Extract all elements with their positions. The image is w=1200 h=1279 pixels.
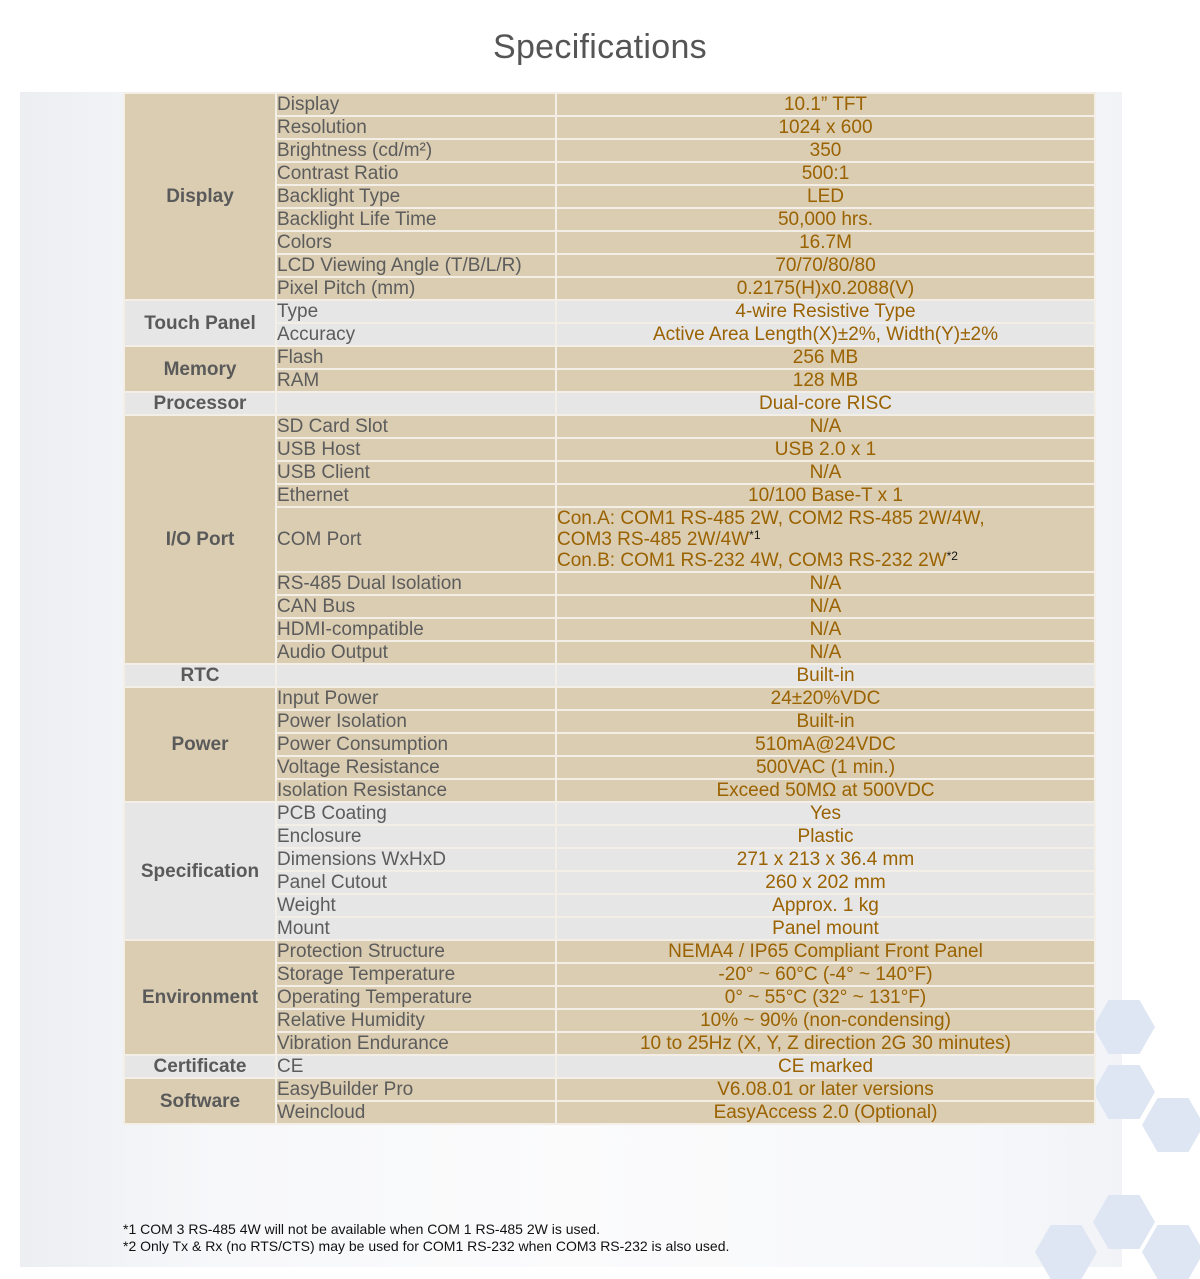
spec-row: [124, 346, 1095, 369]
parameter-value: 10.1” TFT: [556, 93, 1095, 116]
parameter-value: NEMA4 / IP65 Compliant Front Panel: [556, 940, 1095, 963]
parameter-value: 70/70/80/80: [556, 254, 1095, 277]
parameter-value: Active Area Length(X)±2%, Width(Y)±2%: [556, 323, 1095, 346]
parameter-label: CAN Bus: [276, 595, 556, 618]
category-label: Memory: [124, 346, 276, 392]
category-label: Power: [124, 687, 276, 802]
com-port-line: [557, 529, 1094, 550]
parameter-label: USB Client: [276, 461, 556, 484]
category-label: Specification: [124, 802, 276, 940]
parameter-label: RAM: [276, 369, 556, 392]
parameter-label: Input Power: [276, 687, 556, 710]
parameter-label: Backlight Type: [276, 185, 556, 208]
parameter-value: Approx. 1 kg: [556, 894, 1095, 917]
parameter-label: Isolation Resistance: [276, 779, 556, 802]
parameter-value: N/A: [556, 595, 1095, 618]
parameter-label: Dimensions WxHxD: [276, 848, 556, 871]
spec-table: [123, 92, 1096, 1125]
category-label: Processor: [124, 392, 276, 415]
parameter-label: Display: [276, 93, 556, 116]
category-label: Touch Panel: [124, 300, 276, 346]
spec-row: [124, 664, 1095, 687]
parameter-value: V6.08.01 or later versions: [556, 1078, 1095, 1101]
com-port-line: [557, 550, 1094, 571]
parameter-label: CE: [276, 1055, 556, 1078]
com-port-line-text: COM3 RS-485 2W/4W: [557, 529, 750, 550]
parameter-label: Colors: [276, 231, 556, 254]
category-label: I/O Port: [124, 415, 276, 664]
parameter-label: Backlight Life Time: [276, 208, 556, 231]
footnote-marker: *2: [946, 549, 958, 563]
parameter-value: 1024 x 600: [556, 116, 1095, 139]
parameter-value: 4-wire Resistive Type: [556, 300, 1095, 323]
category-label: Environment: [124, 940, 276, 1055]
category-label: Display: [124, 93, 276, 300]
parameter-value: N/A: [556, 618, 1095, 641]
footnotes: [123, 1221, 729, 1255]
parameter-value: Yes: [556, 802, 1095, 825]
parameter-value: 271 x 213 x 36.4 mm: [556, 848, 1095, 871]
category-label: Software: [124, 1078, 276, 1124]
parameter-label: Accuracy: [276, 323, 556, 346]
parameter-label: Brightness (cd/m²): [276, 139, 556, 162]
parameter-value: 350: [556, 139, 1095, 162]
parameter-value: 50,000 hrs.: [556, 208, 1095, 231]
spec-row: [124, 1055, 1095, 1078]
parameter-value: Dual-core RISC: [556, 392, 1095, 415]
spec-row: [124, 392, 1095, 415]
parameter-value: 128 MB: [556, 369, 1095, 392]
parameter-label: HDMI-compatible: [276, 618, 556, 641]
parameter-value: -20° ~ 60°C (-4° ~ 140°F): [556, 963, 1095, 986]
com-port-line-text: Con.B: COM1 RS-232 4W, COM3 RS-232 2W: [557, 550, 947, 571]
parameter-label: Voltage Resistance: [276, 756, 556, 779]
parameter-label: Protection Structure: [276, 940, 556, 963]
parameter-value: Plastic: [556, 825, 1095, 848]
parameter-label: COM Port: [276, 507, 556, 572]
parameter-label: Resolution: [276, 116, 556, 139]
parameter-value: N/A: [556, 641, 1095, 664]
parameter-value: USB 2.0 x 1: [556, 438, 1095, 461]
parameter-label: Power Consumption: [276, 733, 556, 756]
parameter-label: Operating Temperature: [276, 986, 556, 1009]
parameter-value: Panel mount: [556, 917, 1095, 940]
parameter-value: N/A: [556, 572, 1095, 595]
parameter-label: PCB Coating: [276, 802, 556, 825]
parameter-value: Exceed 50MΩ at 500VDC: [556, 779, 1095, 802]
parameter-value: 0° ~ 55°C (32° ~ 131°F): [556, 986, 1095, 1009]
spec-row: [124, 415, 1095, 438]
parameter-value: 500:1: [556, 162, 1095, 185]
parameter-label: Flash: [276, 346, 556, 369]
parameter-label: Weight: [276, 894, 556, 917]
parameter-value: Built-in: [556, 664, 1095, 687]
com-port-line: [557, 508, 1094, 529]
parameter-label: Pixel Pitch (mm): [276, 277, 556, 300]
category-label: Certificate: [124, 1055, 276, 1078]
parameter-label: SD Card Slot: [276, 415, 556, 438]
parameter-label: Vibration Endurance: [276, 1032, 556, 1055]
parameter-label: EasyBuilder Pro: [276, 1078, 556, 1101]
spec-row: [124, 940, 1095, 963]
footnote-marker: *1: [749, 528, 761, 542]
parameter-label: Relative Humidity: [276, 1009, 556, 1032]
hexagon-decoration: [1142, 1225, 1200, 1279]
spec-row: [124, 802, 1095, 825]
parameter-value: 0.2175(H)x0.2088(V): [556, 277, 1095, 300]
com-port-line-text: Con.A: COM1 RS-485 2W, COM2 RS-485 2W/4W,: [557, 508, 985, 529]
parameter-value: 16.7M: [556, 231, 1095, 254]
parameter-value: N/A: [556, 415, 1095, 438]
parameter-value: 256 MB: [556, 346, 1095, 369]
com-port-value: [556, 507, 1095, 572]
parameter-value: LED: [556, 185, 1095, 208]
parameter-label: USB Host: [276, 438, 556, 461]
parameter-label: Weincloud: [276, 1101, 556, 1124]
parameter-value: 10 to 25Hz (X, Y, Z direction 2G 30 minutes): [556, 1032, 1095, 1055]
parameter-value: 10/100 Base-T x 1: [556, 484, 1095, 507]
footnote-2: *2 Only Tx & Rx (no RTS/CTS) may be used for COM1 RS-232 when COM3 RS-232 is also used.: [123, 1238, 730, 1254]
spec-row: [124, 1078, 1095, 1101]
parameter-value: 10% ~ 90% (non-condensing): [556, 1009, 1095, 1032]
parameter-label: [276, 392, 556, 415]
spec-row: [124, 93, 1095, 116]
parameter-label: Mount: [276, 917, 556, 940]
footnote-1: *1 COM 3 RS-485 4W will not be available when COM 1 RS-485 2W is used.: [123, 1221, 600, 1237]
parameter-label: Panel Cutout: [276, 871, 556, 894]
spec-row: [124, 300, 1095, 323]
parameter-value: 510mA@24VDC: [556, 733, 1095, 756]
parameter-value: EasyAccess 2.0 (Optional): [556, 1101, 1095, 1124]
category-label: RTC: [124, 664, 276, 687]
spec-row: [124, 687, 1095, 710]
parameter-label: Enclosure: [276, 825, 556, 848]
parameter-label: Audio Output: [276, 641, 556, 664]
parameter-value: N/A: [556, 461, 1095, 484]
parameter-label: [276, 664, 556, 687]
parameter-value: 260 x 202 mm: [556, 871, 1095, 894]
parameter-label: Ethernet: [276, 484, 556, 507]
parameter-label: LCD Viewing Angle (T/B/L/R): [276, 254, 556, 277]
page-title: Specifications: [493, 28, 707, 66]
parameter-label: Contrast Ratio: [276, 162, 556, 185]
parameter-value: 500VAC (1 min.): [556, 756, 1095, 779]
parameter-label: Storage Temperature: [276, 963, 556, 986]
parameter-label: Type: [276, 300, 556, 323]
parameter-label: RS-485 Dual Isolation: [276, 572, 556, 595]
parameter-value: 24±20%VDC: [556, 687, 1095, 710]
parameter-value: Built-in: [556, 710, 1095, 733]
hexagon-decoration: [1142, 1098, 1200, 1152]
parameter-value: CE marked: [556, 1055, 1095, 1078]
parameter-label: Power Isolation: [276, 710, 556, 733]
